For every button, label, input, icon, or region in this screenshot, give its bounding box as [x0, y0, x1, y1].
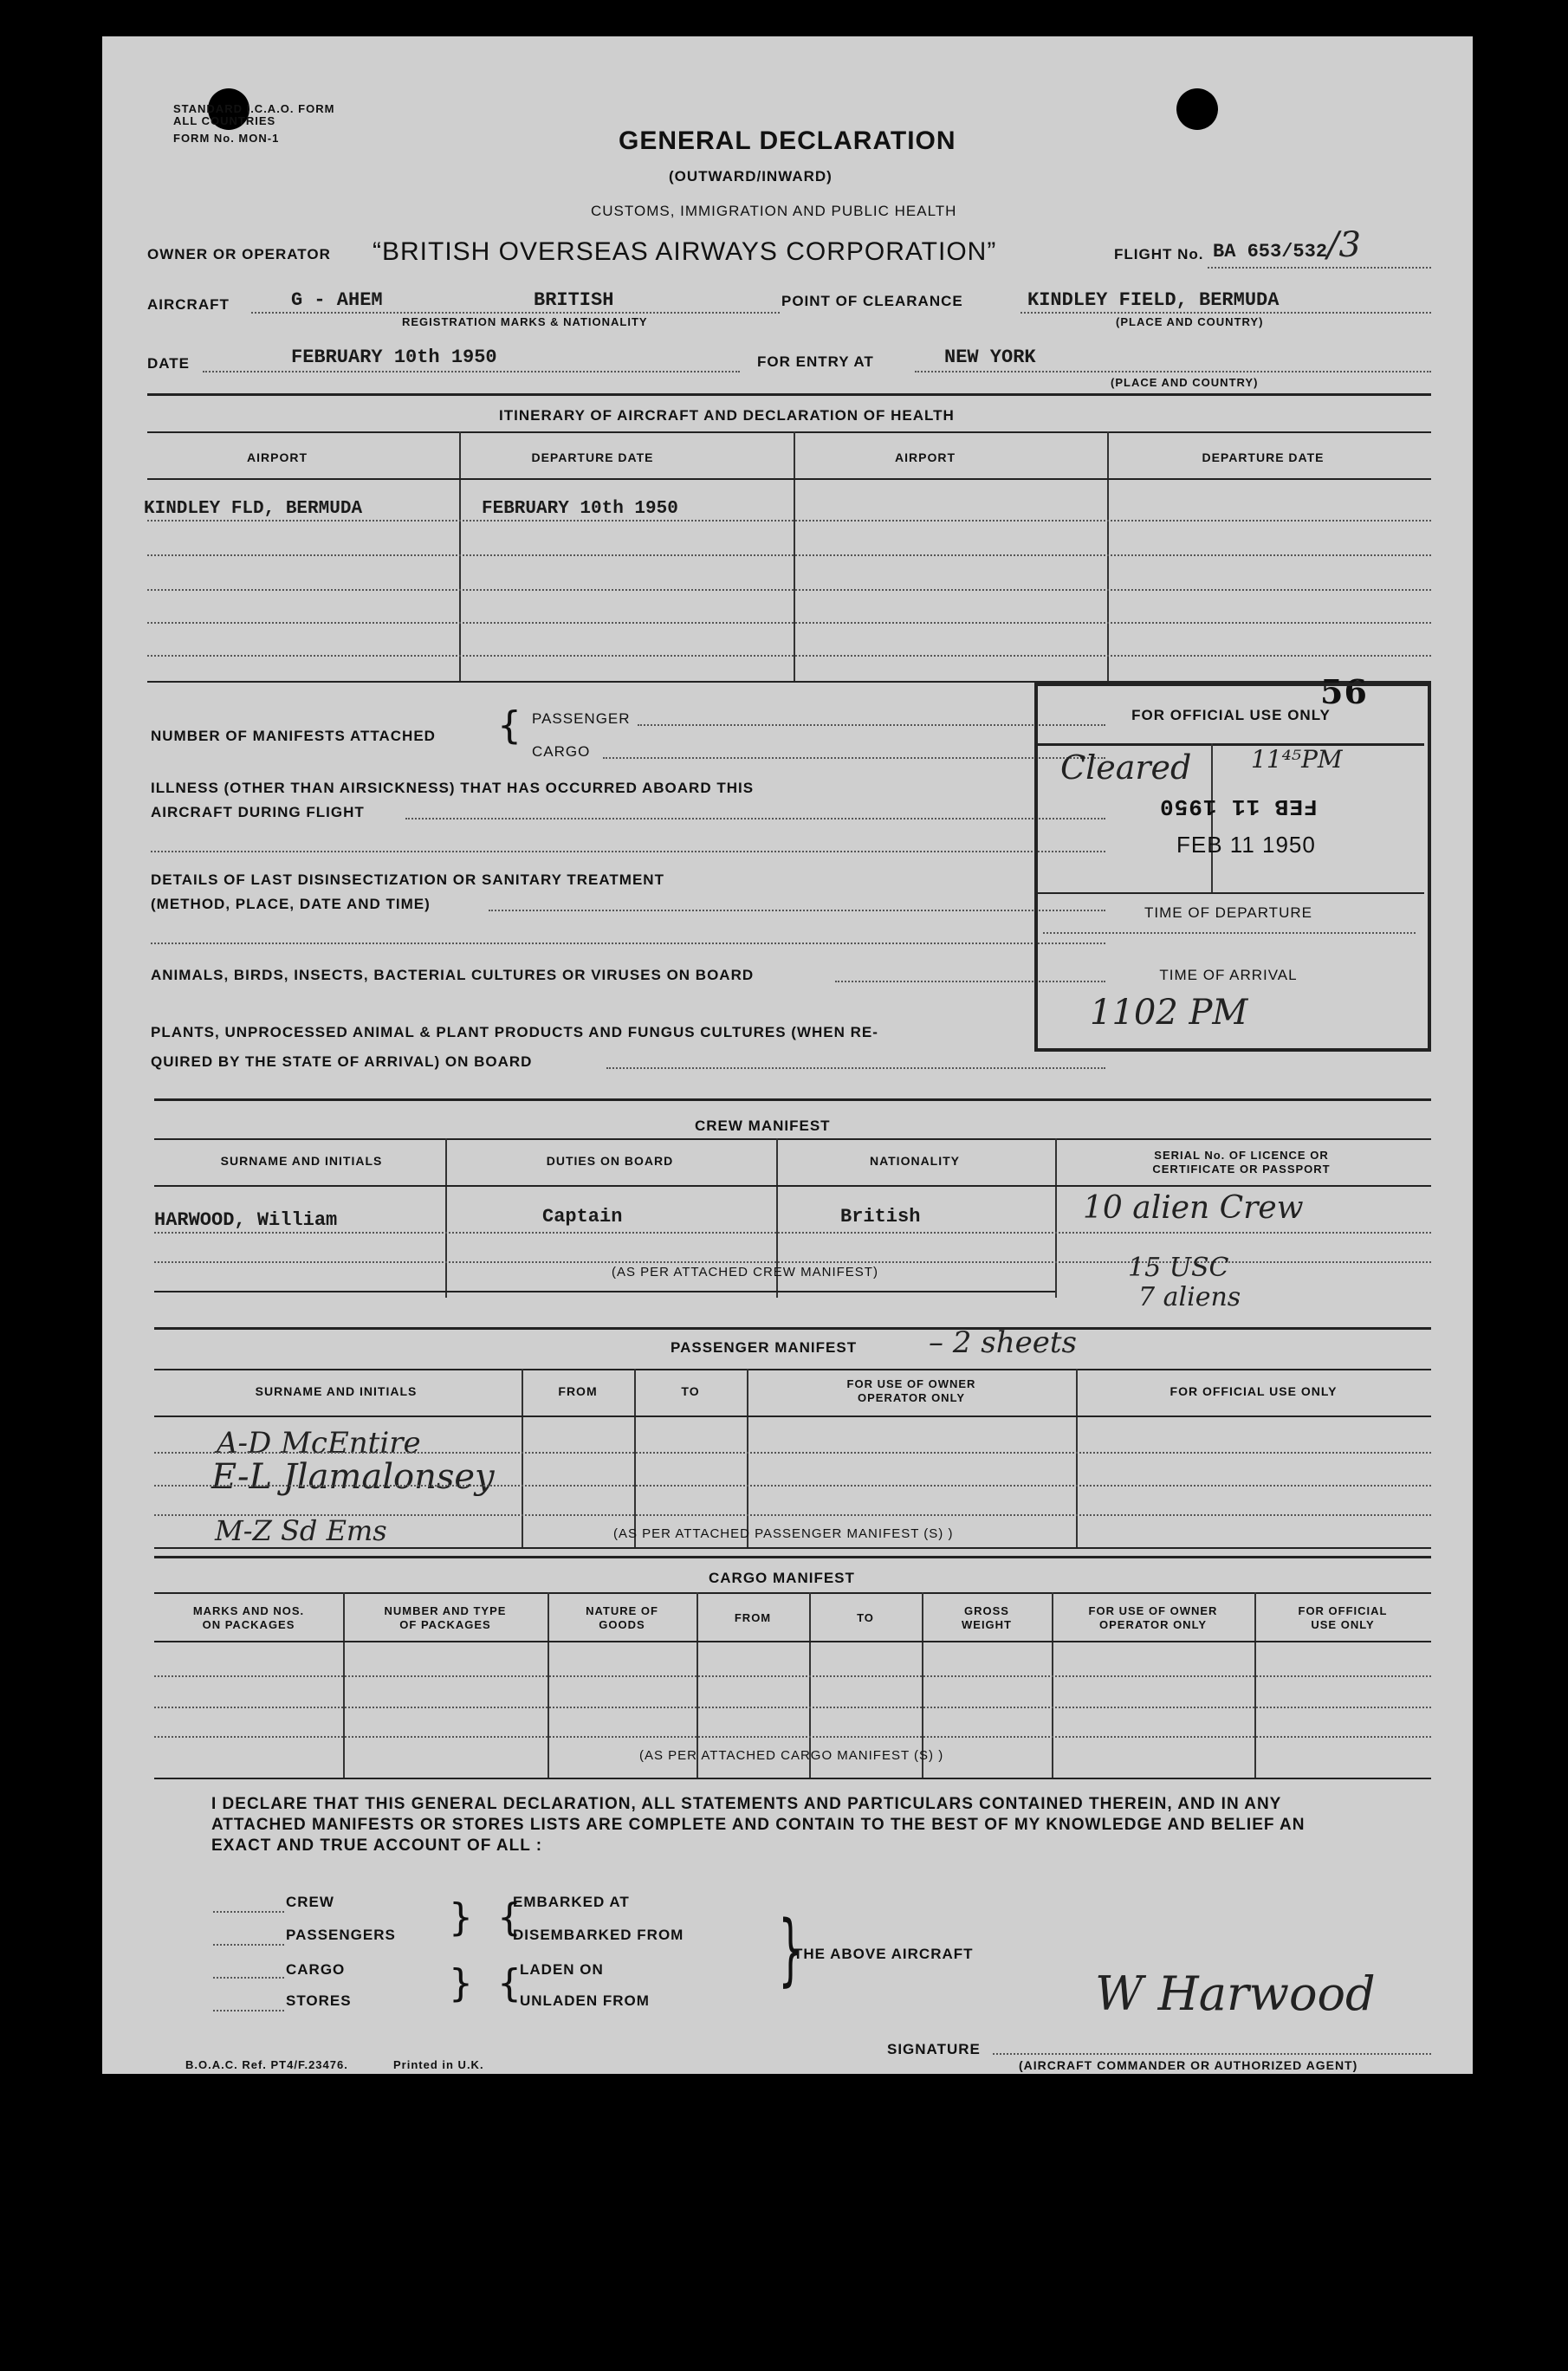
declaration-line-1: I DECLARE THAT THIS GENERAL DECLARATION, ALL STATEMENTS AND PARTICULARS CONTAINED THEREIN, AND IN ANY — [211, 1795, 1282, 1813]
animals-label: ANIMALS, BIRDS, INSECTS, BACTERIAL CULTURES OR VIRUSES ON BOARD — [151, 967, 755, 983]
itinerary-col-airport-1: AIRPORT — [247, 450, 308, 464]
footer-ref: B.O.A.C. Ref. PT4/F.23476. — [185, 2058, 348, 2071]
declaration-item-stores: STORES — [286, 1992, 352, 2009]
official-cleared: Cleared — [1060, 748, 1192, 787]
arrival-value: 1102 PM — [1090, 993, 1248, 1033]
clearance-caption: (PLACE AND COUNTRY) — [1116, 315, 1264, 328]
disinsect-label-2: (METHOD, PLACE, DATE AND TIME) — [151, 896, 431, 912]
passenger-col-from: FROM — [558, 1384, 598, 1398]
departure-label: TIME OF DEPARTURE — [1144, 904, 1312, 921]
itinerary-airport: KINDLEY FLD, BERMUDA — [144, 499, 363, 519]
plants-label-2: QUIRED BY THE STATE OF ARRIVAL) ON BOARD — [151, 1053, 533, 1070]
declaration-form: STANDARD I.C.A.O. FORM ALL COUNTRIES FORM No. MON-1 GENERAL DECLARATION (OUTWARD/INWARD) CUSTOMS, IMMIGRATION AND PUBLIC HEALTH OWNER OR OPERATOR “BRITISH OVERSEAS AIRWAYS CORPORATION” FLIGHT No. BA 653/532 /3 AIRCRAFT G - AHEM BRITISH REGISTRATION MARKS & NATIONALITY POINT OF CLEARANCE KINDLEY FIELD, BERMUDA (PLACE AND COUNTRY) DATE FEBRUARY 10th 1950 FOR ENTRY AT NEW YORK (PLACE AND COUNTRY) ITINERARY OF AIRCRAFT AND DECLARATION OF HEALTH AIRPORT DEPARTURE DATE AIRPORT DEPARTURE DATE KINDLEY FLD, BERMUDA FEBRUARY 10th 1950 NUMBER OF MANIFESTS ATTACHED { PASSENGER CARGO ILLNESS (OTHER THAN AIRSICKNESS) THAT HAS OCCURRED ABOARD THIS AIRCRAFT DURING FLIGHT DETAILS OF LAST DISINSECTIZATION OR SANITARY TREATMENT (METHOD, PLACE, DATE AND TIME) ANIMALS, BIRDS, INSECTS, BACTERIAL CULTURES OR VIRUSES ON BOARD PLANTS, UNPROCESSED ANIMAL & PLANT PRODUCTS AND FUNGUS CULTURES (WHEN RE- QUIRED BY THE STATE OF ARRIVAL) ON BOARD 56 FOR OFFICIAL USE ONLY Cleared 11⁴⁵PM FEB 11 1950 FEB 11 1950 TIME OF DEPARTURE TIME OF ARRIVAL 1102 PM CREW MANIFEST SURNAME AND INITIALS DUTIES ON BOARD NATIONALITY SERIAL No. OF LICENCE OR CERTIFICATE OR PASSPORT HARWOOD, William Captain British 10 alien Crew 15 USC (AS PER ATTACHED CREW MANIFEST) 7 aliens PASSENGER MANIFEST – 2 sheets SURNAME AND INITIALS FROM TO FOR USE OF OWNER OPERATOR ONLY FOR OFFICIAL USE ONLY A-D McEntire E-L Jlamalonsey M-Z Sd Ems (AS PER ATTACHED PASSENGER MANIFEST (S) ) CARGO MANIFEST MARKS AND NOS. ON PACKAGES NUMBER AND TYPE OF PACKAGES NATURE OF GOODS FROM TO GROSS WEIGHT FOR USE OF OWNER OPERATOR ONLY FOR OFFICIAL USE ONLY (AS PER ATTACHED CARGO MANIFEST (S) ) I DECLARE THAT THIS GENERAL DECLARATION, ALL STATEMENTS AND PARTICULARS CONTAINED THEREIN, AND IN ANY ATTACHED MANIFESTS OR STORES LISTS ARE COMPLETE AND CONTAIN TO THE BEST OF MY KNOWLEDGE AND BELIEF AN EXACT AND TRUE ACCOUNT OF ALL : CREW PASSENGERS CARGO STORES } } { { EMBARKED AT DISEMBARKED FROM LADEN ON UNLADEN FROM } THE ABOVE AIRCRAFT W Harwood SIGNATURE (AIRCRAFT COMMANDER OR AUTHORIZED AGENT) B.O.A.C. Ref. PT4/F.23476. Printed in U.K. — [102, 36, 1473, 2074]
manifests-cargo: CARGO — [532, 743, 591, 760]
crew-col-serial-2: CERTIFICATE OR PASSPORT — [1152, 1163, 1331, 1176]
passenger-hand-sheets: – 2 sheets — [929, 1325, 1077, 1360]
cargo-col-owner-1: FOR USE OF OWNER — [1088, 1604, 1218, 1617]
official-stamp: FEB 11 1950 — [1176, 832, 1316, 858]
passenger-hand-3: M-Z Sd Ems — [215, 1514, 387, 1547]
crew-nationality: British — [840, 1206, 921, 1228]
passenger-note: (AS PER ATTACHED PASSENGER MANIFEST (S) ) — [613, 1526, 954, 1541]
manifests-label: NUMBER OF MANIFESTS ATTACHED — [151, 728, 436, 744]
aircraft-nationality: BRITISH — [534, 289, 614, 311]
official-heading: FOR OFFICIAL USE ONLY — [1131, 707, 1331, 723]
itinerary-col-date-2: DEPARTURE DATE — [1202, 450, 1325, 464]
passenger-col-official: FOR OFFICIAL USE ONLY — [1170, 1384, 1338, 1398]
crew-note: (AS PER ATTACHED CREW MANIFEST) — [612, 1265, 878, 1279]
cargo-col-marks-2: ON PACKAGES — [202, 1618, 295, 1631]
cargo-col-weight-2: WEIGHT — [962, 1618, 1012, 1631]
manifests-passenger: PASSENGER — [532, 710, 631, 727]
cargo-heading: CARGO MANIFEST — [709, 1570, 855, 1586]
crew-hand-note-3: 7 aliens — [1138, 1282, 1241, 1312]
signature-handwriting: W Harwood — [1095, 1966, 1376, 2021]
aircraft-caption: REGISTRATION MARKS & NATIONALITY — [402, 315, 648, 328]
declaration-action-unladen: UNLADEN FROM — [520, 1992, 650, 2009]
signature-label: SIGNATURE — [887, 2041, 981, 2057]
date-label: DATE — [147, 355, 191, 372]
official-number: 56 — [1320, 672, 1368, 711]
passenger-col-to: TO — [681, 1384, 700, 1398]
passenger-col-owner-1: FOR USE OF OWNER — [846, 1377, 976, 1390]
cargo-col-nature-2: GOODS — [599, 1618, 645, 1631]
declaration-action-embarked: EMBARKED AT — [513, 1894, 630, 1910]
signature-caption: (AIRCRAFT COMMANDER OR AUTHORIZED AGENT) — [1019, 2058, 1358, 2072]
passenger-col-surname: SURNAME AND INITIALS — [255, 1384, 418, 1398]
official-stamp-inverted: FEB 11 1950 — [1159, 794, 1318, 819]
declaration-above: THE ABOVE AIRCRAFT — [794, 1946, 974, 1962]
declaration-item-crew: CREW — [286, 1894, 334, 1910]
crew-heading: CREW MANIFEST — [695, 1117, 831, 1134]
manifests-brace: { — [497, 703, 522, 748]
itinerary-col-airport-2: AIRPORT — [895, 450, 956, 464]
form-title: GENERAL DECLARATION — [619, 126, 956, 155]
cargo-col-number-2: OF PACKAGES — [399, 1618, 491, 1631]
cargo-col-official-1: FOR OFFICIAL — [1298, 1604, 1388, 1617]
cargo-note: (AS PER ATTACHED CARGO MANIFEST (S) ) — [639, 1748, 944, 1763]
entry-caption: (PLACE AND COUNTRY) — [1111, 376, 1259, 389]
operator-label: OWNER OR OPERATOR — [147, 246, 331, 262]
declaration-action-laden: LADEN ON — [520, 1961, 604, 1978]
declaration-line-3: EXACT AND TRUE ACCOUNT OF ALL : — [211, 1837, 543, 1855]
crew-col-duties: DUTIES ON BOARD — [546, 1154, 674, 1168]
punch-hole-right — [1176, 88, 1218, 130]
clearance-label: POINT OF CLEARANCE — [781, 293, 963, 309]
illness-label-2: AIRCRAFT DURING FLIGHT — [151, 804, 365, 820]
arrival-label: TIME OF ARRIVAL — [1159, 967, 1298, 983]
date-value: FEBRUARY 10th 1950 — [291, 347, 497, 368]
itinerary-departure: FEBRUARY 10th 1950 — [482, 499, 678, 519]
passenger-col-owner-2: OPERATOR ONLY — [857, 1391, 965, 1404]
standard-line2: ALL COUNTRIES — [173, 114, 276, 127]
cargo-col-owner-2: OPERATOR ONLY — [1098, 1618, 1207, 1631]
cargo-col-from: FROM — [734, 1611, 772, 1624]
footer-printed: Printed in U.K. — [393, 2058, 484, 2071]
entry-value: NEW YORK — [944, 347, 1036, 368]
crew-name: HARWOOD, William — [154, 1209, 338, 1231]
cargo-col-nature-1: NATURE OF — [586, 1604, 658, 1617]
passenger-heading: PASSENGER MANIFEST — [671, 1339, 858, 1356]
crew-duty: Captain — [542, 1206, 623, 1228]
form-number: FORM No. MON-1 — [173, 132, 280, 145]
passenger-hand-2: E-L Jlamalonsey — [211, 1457, 495, 1497]
cargo-col-official-2: USE ONLY — [1311, 1618, 1375, 1631]
passenger-hand-1: A-D McEntire — [217, 1426, 421, 1461]
cargo-col-marks-1: MARKS AND NOS. — [192, 1604, 305, 1617]
flight-hand-note: /3 — [1327, 225, 1361, 265]
clearance-value: KINDLEY FIELD, BERMUDA — [1027, 289, 1280, 311]
aircraft-marks: G - AHEM — [291, 289, 383, 311]
form-direction: (OUTWARD/INWARD) — [669, 168, 833, 185]
declaration-line-2: ATTACHED MANIFESTS OR STORES LISTS ARE COMPLETE AND CONTAIN TO THE BEST OF MY KNOWLEDGE AND BELIEF AN — [211, 1816, 1306, 1834]
official-cleared-time: 11⁴⁵PM — [1251, 745, 1343, 774]
form-subtitle: CUSTOMS, IMMIGRATION AND PUBLIC HEALTH — [591, 203, 957, 219]
cargo-col-to: TO — [857, 1611, 874, 1624]
entry-label: FOR ENTRY AT — [757, 353, 874, 370]
standard-line1: STANDARD I.C.A.O. FORM — [173, 102, 335, 115]
operator-value: “BRITISH OVERSEAS AIRWAYS CORPORATION” — [373, 237, 997, 266]
cargo-col-number-1: NUMBER AND TYPE — [384, 1604, 507, 1617]
plants-label-1: PLANTS, UNPROCESSED ANIMAL & PLANT PRODUCTS AND FUNGUS CULTURES (WHEN RE- — [151, 1024, 878, 1040]
declaration-item-passengers: PASSENGERS — [286, 1927, 396, 1943]
crew-hand-note-2: 15 USC — [1128, 1253, 1229, 1283]
aircraft-label: AIRCRAFT — [147, 296, 230, 313]
crew-col-nationality: NATIONALITY — [869, 1154, 961, 1168]
crew-col-serial-1: SERIAL No. OF LICENCE OR — [1154, 1149, 1329, 1162]
cargo-col-weight-1: GROSS — [964, 1604, 1009, 1617]
crew-hand-note-1: 10 alien Crew — [1083, 1190, 1304, 1226]
illness-label-1: ILLNESS (OTHER THAN AIRSICKNESS) THAT HAS OCCURRED ABOARD THIS — [151, 780, 755, 796]
disinsect-label-1: DETAILS OF LAST DISINSECTIZATION OR SANITARY TREATMENT — [151, 871, 664, 888]
crew-col-surname: SURNAME AND INITIALS — [220, 1154, 383, 1168]
flight-label: FLIGHT No. — [1114, 246, 1204, 262]
declaration-action-disembarked: DISEMBARKED FROM — [513, 1927, 684, 1943]
itinerary-heading: ITINERARY OF AIRCRAFT AND DECLARATION OF HEALTH — [499, 407, 955, 424]
flight-value: BA 653/532 — [1213, 241, 1328, 262]
itinerary-col-date-1: DEPARTURE DATE — [531, 450, 654, 464]
declaration-item-cargo: CARGO — [286, 1961, 346, 1978]
